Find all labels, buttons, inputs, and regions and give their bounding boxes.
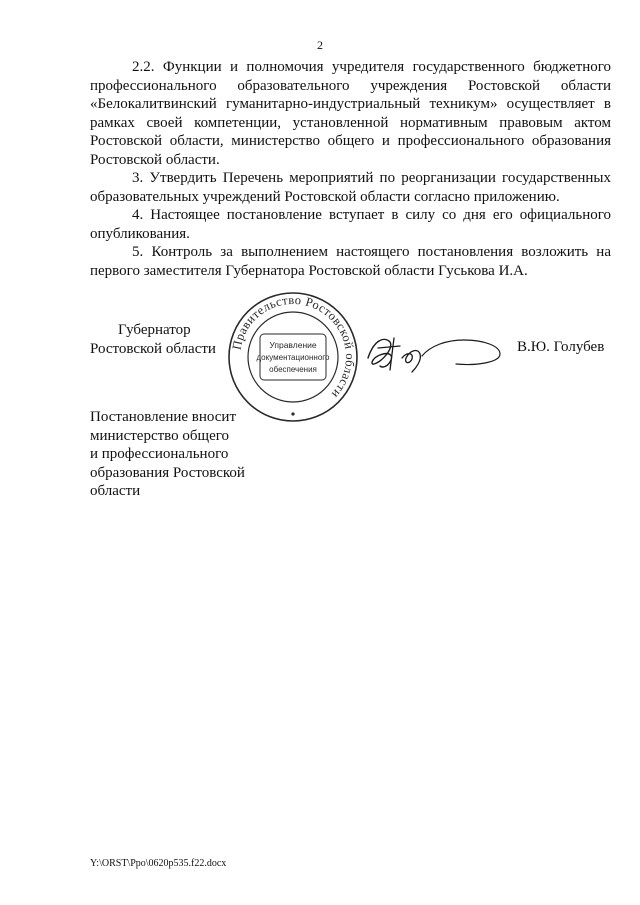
seal-outer-text: Правительство Ростовской области [229,292,358,402]
submitted-line4: образования Ростовской [90,464,245,481]
submitted-line1: Постановление вносит [90,409,237,425]
governor-title [90,321,240,358]
submitted-line3: и профессионального [90,446,229,462]
paragraph-2-2: 2.2. Функции и полномочия учредителя государственного бюджетного профессионального образовательного учреждения Ростовской области «Белокалитвинский гуманитарно-индустриальный техникум» осуществляет в рамках своей компетенции, установленной нормативным правовым актом Ростовской области, министерство общего и профессионального образования Ростовской области. [90,59,611,168]
submitted-by-note [90,408,270,501]
seal-inner-line3: обеспечения [269,365,317,374]
governor-title-line1: Губернатор [118,322,191,338]
submitted-line5: области [90,483,141,499]
signer-name: В.Ю. Голубев [517,339,605,355]
page-number: 2 [317,38,323,52]
handwritten-signature [360,328,510,374]
file-path-footer: Y:\ORST\Ppo\0620p535.f22.docx [90,858,227,869]
submitted-line2: министерство общего [90,427,230,444]
document-body [90,58,611,280]
governor-title-line2: Ростовской области [90,340,216,357]
paragraph-3: 3. Утвердить Перечень мероприятий по реорганизации государственных образовательных учреждений Ростовской области согласно приложению. [90,170,611,205]
paragraph-4: 4. Настоящее постановление вступает в силу со дня его официального опубликования. [90,207,611,242]
seal-inner-line1: Управление [269,340,317,350]
seal-star-dot [291,412,294,415]
paragraph-5: 5. Контроль за выполнением настоящего постановления возложить на первого заместителя Губернатора Ростовской области Гуськова И.А. [90,244,611,279]
seal-inner-line2: документационного [256,353,330,362]
official-seal-stamp [226,290,360,424]
